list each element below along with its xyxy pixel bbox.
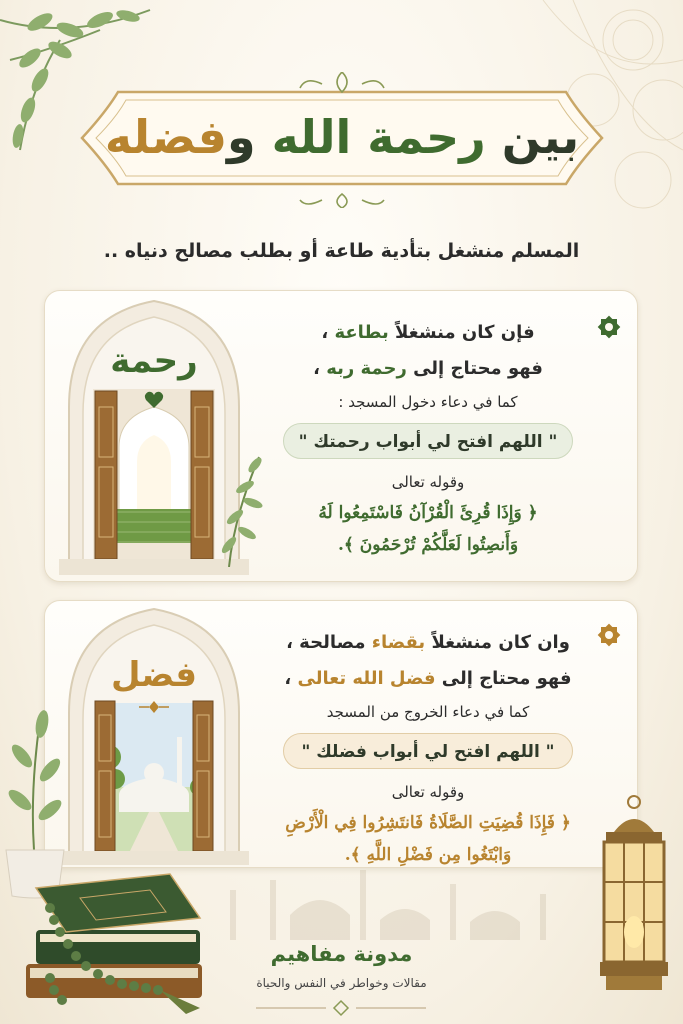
- blog-title: مدونة مفاهيم: [270, 942, 413, 966]
- mosque-door-arch: [59, 297, 249, 575]
- title-banner: [78, 72, 606, 208]
- text: فهو محتاج إلى: [406, 358, 543, 379]
- heart-icon: [144, 391, 164, 409]
- arch-word-fadl: فضل: [110, 655, 198, 695]
- grace-line2: [259, 661, 597, 697]
- grace-verse-1: ﴿ فَإِذَا قُضِيَتِ الصَّلَاةُ فَانتَشِرُوا فِي الْأَرْضِ: [285, 813, 571, 833]
- ornament-icon: [139, 701, 169, 713]
- mercy-dua: " اللهم افتح لي أبواب رحمتك ": [283, 423, 573, 459]
- mercy-text: [259, 315, 597, 561]
- divider-ornament-icon: [256, 999, 426, 1017]
- mercy-qawl: وقوله تعالى: [391, 473, 465, 491]
- grace-line3: كما في دعاء الخروج من المسجد: [326, 703, 530, 721]
- text: مصالحة ،: [286, 632, 372, 653]
- mosque-skyline-icon: [210, 870, 570, 940]
- lantern-icon: [590, 792, 678, 1002]
- title-part-rahma: رحمة الله: [271, 110, 486, 164]
- page-title: [78, 98, 606, 176]
- highlight-taa: بطاعة: [334, 322, 389, 343]
- mercy-line1: [259, 315, 597, 351]
- text: فهو محتاج إلى: [435, 668, 572, 689]
- highlight-rahma: رحمة ربه: [326, 358, 407, 379]
- mercy-verse-1: ﴿ وَإِذَا قُرِئَ الْقُرْآنُ فَاسْتَمِعُوا لَهُ: [318, 503, 538, 523]
- text: ،: [313, 358, 327, 379]
- mercy-verse-2: وَأَنصِتُوا لَعَلَّكُمْ تُرْحَمُونَ ﴾.: [337, 535, 519, 555]
- grace-text: [259, 625, 597, 871]
- text: فإن كان منشغلاً: [388, 322, 535, 343]
- mosque-door-arch: [59, 607, 249, 865]
- grace-line1: [259, 625, 597, 661]
- grace-card: [44, 600, 638, 868]
- blog-subtitle: مقالات وخواطر في النفس والحياة: [256, 976, 427, 990]
- highlight-fadl: فضل الله تعالى: [297, 668, 436, 689]
- title-part-bayn: بين: [501, 110, 580, 164]
- mercy-line3: كما في دعاء دخول المسجد :: [338, 393, 518, 411]
- text: وان كان منشغلاً: [425, 632, 570, 653]
- mercy-line2: [259, 351, 597, 387]
- title-part-wa: و: [226, 110, 256, 164]
- mercy-card: [44, 290, 638, 582]
- star-ornament-icon: [595, 313, 623, 341]
- grace-verse-2: وَابْتَغُوا مِن فَضْلِ اللَّهِ ﴾.: [344, 845, 512, 865]
- grace-qawl: وقوله تعالى: [391, 783, 465, 801]
- highlight-qada: بقضاء: [371, 632, 426, 653]
- title-part-fadl: فضله: [104, 110, 227, 164]
- text: ،: [321, 322, 335, 343]
- arch-word-rahma: رحمة: [110, 341, 198, 381]
- star-ornament-icon: [595, 621, 623, 649]
- intro-text: المسلم منشغل بتأدية طاعة أو بطلب مصالح دنياه ..: [103, 240, 580, 262]
- grace-dua: " اللهم افتح لي أبواب فضلك ": [283, 733, 573, 769]
- text: ،: [284, 668, 298, 689]
